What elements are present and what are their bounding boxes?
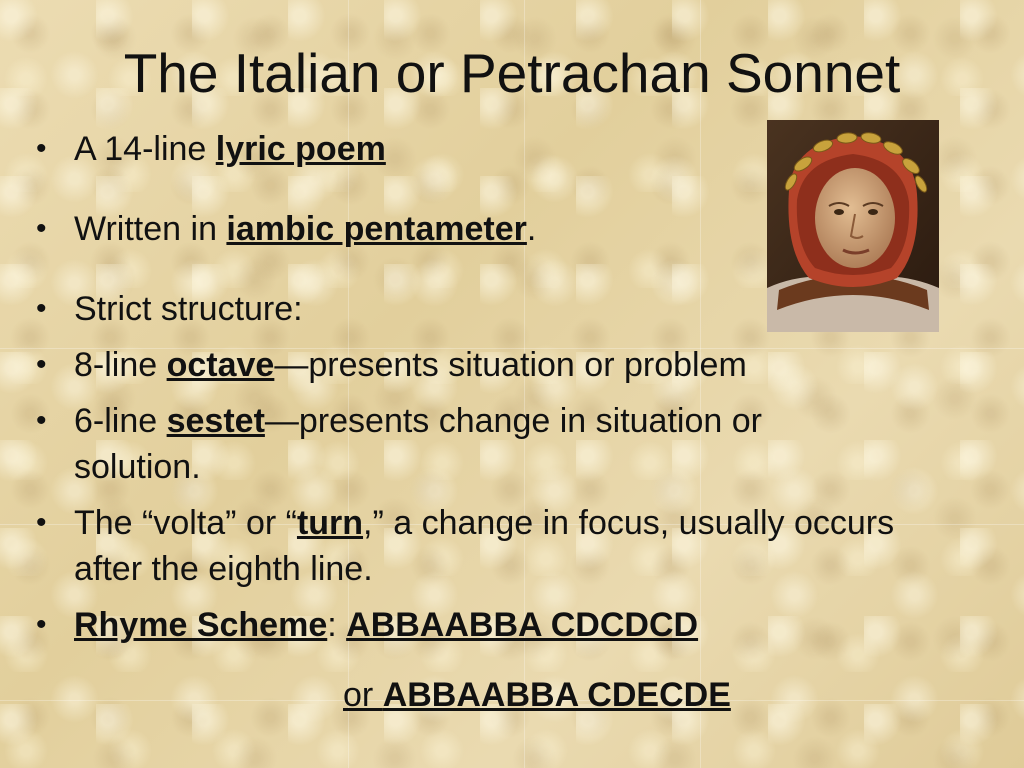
- term-sestet: sestet: [166, 402, 265, 440]
- bullet-rhyme-scheme: [36, 602, 936, 648]
- bullet-text: A 14-line: [74, 130, 216, 168]
- bullet-text: ,” a change in focus, usually occurs after the eighth line.: [74, 504, 895, 588]
- bullet-text: The “volta” or “: [74, 504, 297, 542]
- term-iambic-pentameter: iambic pentameter: [226, 210, 527, 248]
- bullet-sestet: [36, 398, 894, 490]
- term-lyric-poem: lyric poem: [215, 130, 386, 168]
- term-turn: turn: [296, 504, 364, 542]
- term-rhyme-scheme: Rhyme Scheme: [74, 606, 328, 644]
- bullet-volta: [36, 500, 934, 592]
- bullet-text: —presents situation or problem: [274, 346, 747, 384]
- bullet-text: Written in: [74, 210, 227, 248]
- rhyme-scheme-1: ABBAABBA CDCDCD: [346, 606, 699, 644]
- bullet-text: :: [327, 606, 347, 644]
- bullet-text: 6-line: [74, 402, 167, 440]
- bullet-text: —presents change in situation or solution.: [74, 402, 762, 486]
- rhyme-or: or: [343, 676, 383, 714]
- rhyme-scheme-alternative: [343, 672, 731, 718]
- bullet-text: Strict structure:: [74, 290, 303, 328]
- rhyme-scheme-2: ABBAABBA CDECDE: [382, 676, 731, 714]
- slide-title: The Italian or Petrachan Sonnet: [123, 42, 901, 104]
- bullet-octave: [36, 342, 914, 388]
- petrarch-portrait-icon: [767, 120, 939, 332]
- term-octave: octave: [166, 346, 275, 384]
- bullet-text: 8-line: [74, 346, 167, 384]
- bullet-text: .: [526, 210, 537, 248]
